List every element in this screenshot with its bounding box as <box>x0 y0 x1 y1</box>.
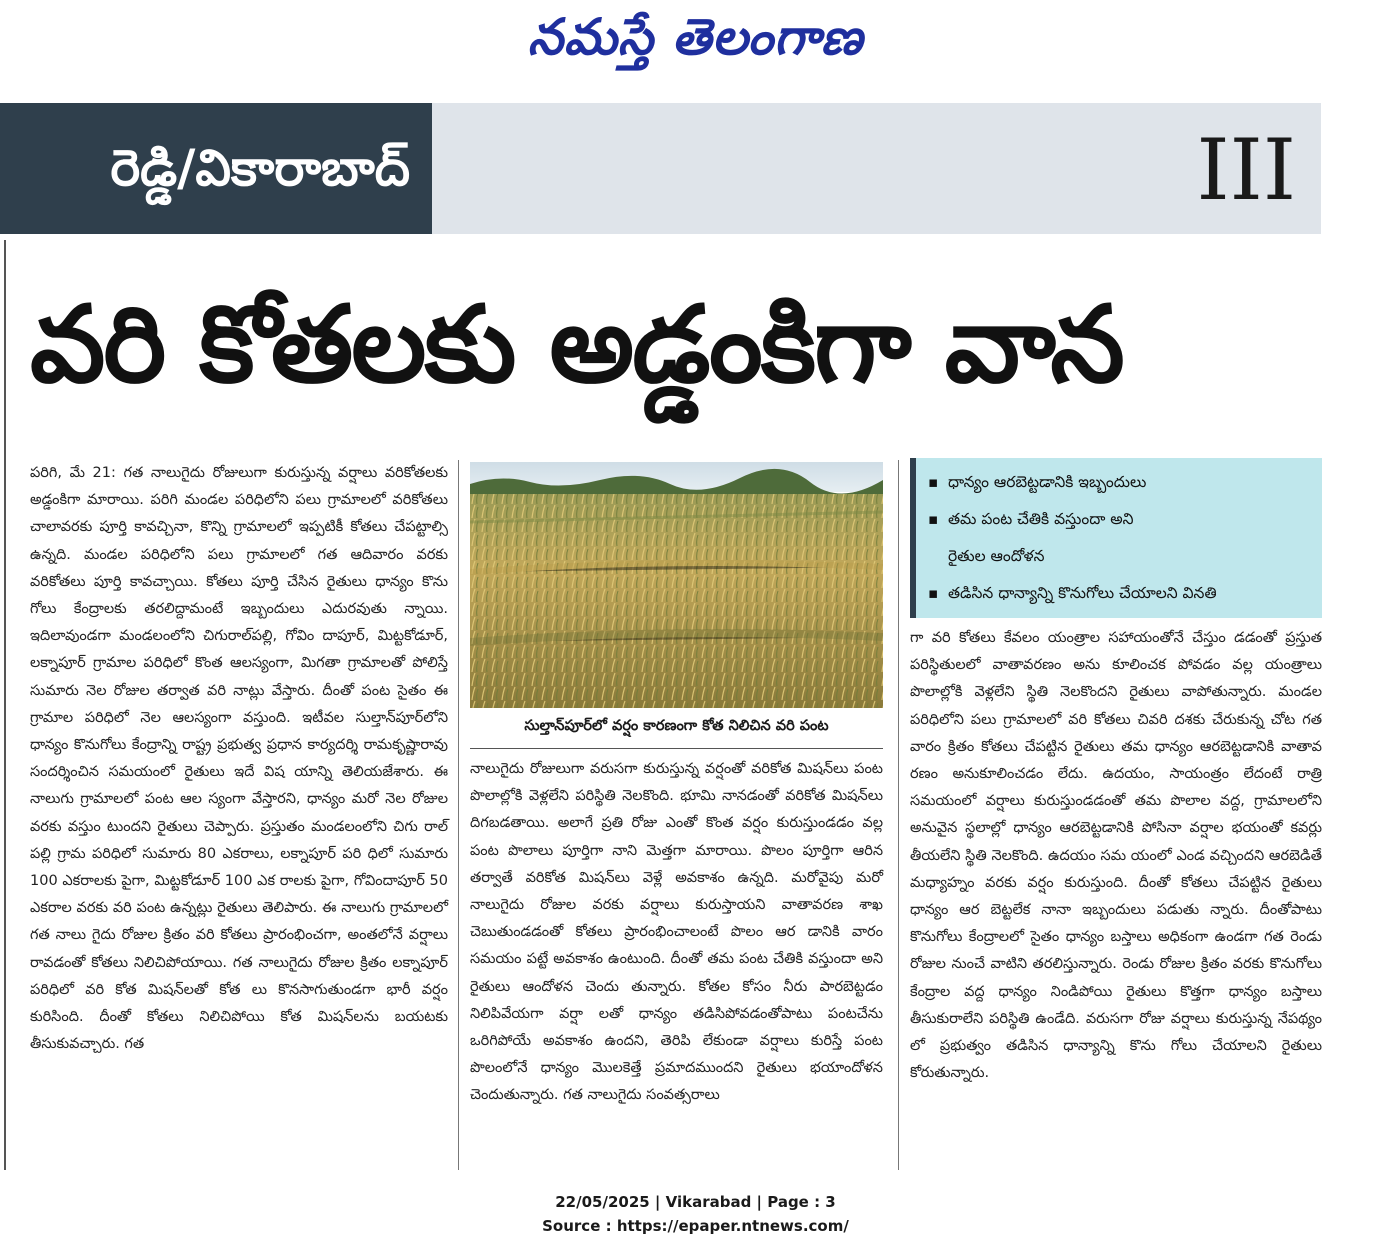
highlight-text: రైతుల ఆందోళన <box>948 547 1045 565</box>
article-column-3 <box>910 625 1322 1087</box>
highlight-text: తమ పంట చేతికి వస్తుందా అని <box>948 510 1134 528</box>
photo-caption: సుల్తాన్‌పూర్‌లో వర్షం కారణంగా కోత నిలిచిన వరి పంట <box>524 718 829 734</box>
highlights-box <box>910 458 1322 618</box>
footer-date-edition: 22/05/2025 | Vikarabad | Page : 3 <box>555 1193 836 1211</box>
headline: వరి కోతలకు అడ్డంకిగా వాన <box>30 283 1123 406</box>
paddy-field-image <box>470 462 883 708</box>
left-border-rule <box>4 240 6 1170</box>
article-text: పరిగి, మే 21: గత నాలుగైదు రోజులుగా కురుస్తున్న వర్షాలు వరికోతలకు అడ్డంకిగా మారాయి. పరిగి మండల పరిధిలోని పలు గ్రామాలలో వరికోతలు చాలావరకు పూర్తి కావచ్చినా, కొన్ని గ్రామాలలో ఇప్పటికీ కోతలు చేపట్టాల్సి ఉన్నది. మండల పరిధిలోని పలు గ్రామాలలో గత ఆదివారం వరకు వరికోతలు పూర్తి కావచ్చాయి. కోతలు పూర్తి చేసిన రైతులు ధాన్యం కొను గోలు కేంద్రాలకు తరలిద్దామంటే ఇబ్బందులు ఎదురవుతు న్నాయి. ఇదిలావుండగా మండలంలోని చిగురాల్‌పల్లి, గోవిం దాపూర్, మిట్టకోడూర్, లక్నాపూర్ గ్రామాల పరిధిలో కొంత ఆలస్యంగా, మిగతా గ్రామాలతో పోలిస్తే సుమారు నెల రోజుల తర్వాత వరి నాట్లు వేస్తారు. దీంతో పంట సైతం ఈ గ్రామాల పరిధిలో నెల ఆలస్యంగా వస్తుంది. ఇటీవల సుల్తాన్‌పూర్‌లోని ధాన్యం కొనుగోలు కేంద్రాన్ని రాష్ట్ర ప్రభుత్వ ప్రధాన కార్యదర్శి రామకృష్ణారావు సందర్శించిన సమయంలో రైతులు ఇదే విష యాన్ని తెలియజేశారు. ఈ నాలుగు గ్రామాలలో పంట ఆల స్యంగా వేస్తారని, ధాన్యం మరో నెల రోజుల వరకు వస్తుం టుందని రైతులు చెప్పారు. ప్రస్తుతం మండలంలోని చిగు రాల్ పల్లి గ్రామ పరిధిలో సుమారు 80 ఎకరాలు, లక్నాపూర్ పరి ధిలో సుమారు 100 ఎకరాలకు పైగా, మిట్టకోడూర్ 100 ఎక రాలకు పైగా, గోవిందాపూర్ 50 ఎకరాల వరకు వరి పంట ఉన్నట్లు రైతులు తెలిపారు. ఈ నాలుగు గ్రామాలలో గత నాలు గైదు రోజుల క్రితం వరి కోతలు ప్రారంభించగా, అంతలోనే వర్షాలు రావడంతో కోతలు నిలిచిపోయాయి. గత నాలుగైదు రోజుల క్రితం లక్నాపూర్ పరిధిలో వరి కోత మిషన్‌లతో కోత లు కొనసాగుతుండగా భారీ వర్షం కురిసింది. దీంతో కోతలు నిలిచిపోయి కోత మిషన్‌లను బయటకు తీసుకువచ్చారు. గత <box>30 465 448 1053</box>
article-text: నాలుగైదు రోజులుగా వరుసగా కురుస్తున్న వర్షంతో వరికోత మిషన్‌లు పంట పొలాల్లోకి వెళ్లలేని పరిస్థితి నెలకొంది. భూమి నానడంతో వరికోత మిషన్‌లు దిగబడతాయి. అలాగే ప్రతి రోజు ఎంతో కొంత వర్షం కురుస్తుండడం వల్ల పంట పొలాలు పూర్తిగా నాని మెత్తగా మారాయి. పొలం పూర్తిగా ఆరిన తర్వాతే వరికోత మిషన్‌లు వెళ్లే అవకాశం ఉన్నది. మరోవైపు మరో నాలుగైదు రోజుల వరకు వర్షాలు కురుస్తాయని వాతావరణ శాఖ చెబుతుండడంతో కోతలు ప్రారంభించాలంటే పొలం ఆర డానికి వారం సమయం పట్టే అవకాశం ఉంటుంది. దీంతో తమ పంట చేతికి వస్తుందా అని రైతులు ఆందోళన చెందు తున్నారు. కోతల కోసం నీరు పారబెట్టడం నిలిపివేయగా వర్షా లతో ధాన్యం తడిసిపోవడంతోపాటు పంటచేను ఒరిగిపోయే అవకాశం ఉందని, తెరిపి లేకుండా వర్షాలు కురిస్తే పంట పొలంలోనే ధాన్యం మొలకెత్తే ప్రమాదముందని రైతులు భయాందోళన చెందుతున్నారు. గత నాలుగైదు సంవత్సరాలు <box>470 761 883 1104</box>
section-name: రెడ్డి/వికారాబాద్ <box>0 103 432 234</box>
highlight-text: తడిసిన ధాన్యాన్ని కొనుగోలు చేయాలని వినతి <box>948 584 1217 602</box>
bullet-icon: ▪ <box>928 473 939 491</box>
page-footer <box>0 1190 1391 1238</box>
bullet-icon: ▪ <box>928 510 939 528</box>
column-divider <box>458 460 459 1170</box>
paddy-field-photo <box>470 462 883 708</box>
footer-source: Source : https://epaper.ntnews.com/ <box>542 1217 849 1235</box>
caption-divider <box>470 748 883 749</box>
masthead-title: నమస్తే తెలంగాణ <box>527 8 864 66</box>
highlight-item <box>926 501 1322 538</box>
article-column-1 <box>30 460 448 1058</box>
highlight-item-continuation <box>926 538 1322 575</box>
bullet-icon: ▪ <box>928 584 939 602</box>
highlight-item <box>926 575 1322 612</box>
article-column-2 <box>470 756 883 1110</box>
highlights-list <box>916 458 1322 612</box>
article-text: గా వరి కోతలు కేవలం యంత్రాల సహాయంతోనే చేస్తుం డడంతో ప్రస్తుత పరిస్థితులలో వాతావరణం అను కూలించక పోవడం వల్ల యంత్రాలు పొలాల్లోకి వెళ్లలేని స్థితి నెలకొందని రైతులు వాపోతున్నారు. మండల పరిధిలోని పలు గ్రామాలలో వరి కోతలు చివరి దశకు చేరుకున్న చోట గత వారం క్రితం కోతలు చేపట్టిన రైతులు తమ ధాన్యం ఆరబెట్టడానికి వాతావ రణం అనుకూలించడం లేదు. ఉదయం, సాయంత్రం లేదంటే రాత్రి సమయంలో వర్షాలు కురుస్తుండడంతో తమ పొలాల వద్ద, గ్రామాలలోని అనువైన స్థలాల్లో ధాన్యం ఆరబెట్టడానికి పోసినా వర్షాల భయంతో కవర్లు తీయలేని స్థితి నెలకొంది. ఉదయం సమ యంలో ఎండ వచ్చిందని ఆరబెడితే మధ్యాహ్నం వరకు వర్షం కురుస్తుంది. దీంతో కోతలు చేపట్టిన రైతులు ధాన్యం ఆర బెట్టలేక నానా ఇబ్బందులు పడుతు న్నారు. దీంతోపాటు కొనుగోలు కేంద్రాలలో సైతం ధాన్యం బస్తాలు అధికంగా ఉండగా గత రెండు రోజుల నుంచే వాటిని తరలిస్తున్నారు. రెండు రోజుల క్రితం వరకు కొనుగోలు కేంద్రాల వద్ద ధాన్యం నిండిపోయి రైతులు కొత్తగా ధాన్యం బస్తాలు తీసుకురాలేని పరిస్థితి ఉండేది. వరుసగా రోజు వర్షాలు కురుస్తున్న నేపథ్యం లో ప్రభుత్వం తడిసిన ధాన్యాన్ని కొను గోలు చేయాలని రైతులు కోరుతున్నారు. <box>910 630 1322 1082</box>
page-number-roman: III <box>1196 121 1296 219</box>
highlight-text: ధాన్యం ఆరబెట్టడానికి ఇబ్బందులు <box>948 473 1147 491</box>
highlight-item <box>926 464 1322 501</box>
column-divider <box>898 460 899 1170</box>
